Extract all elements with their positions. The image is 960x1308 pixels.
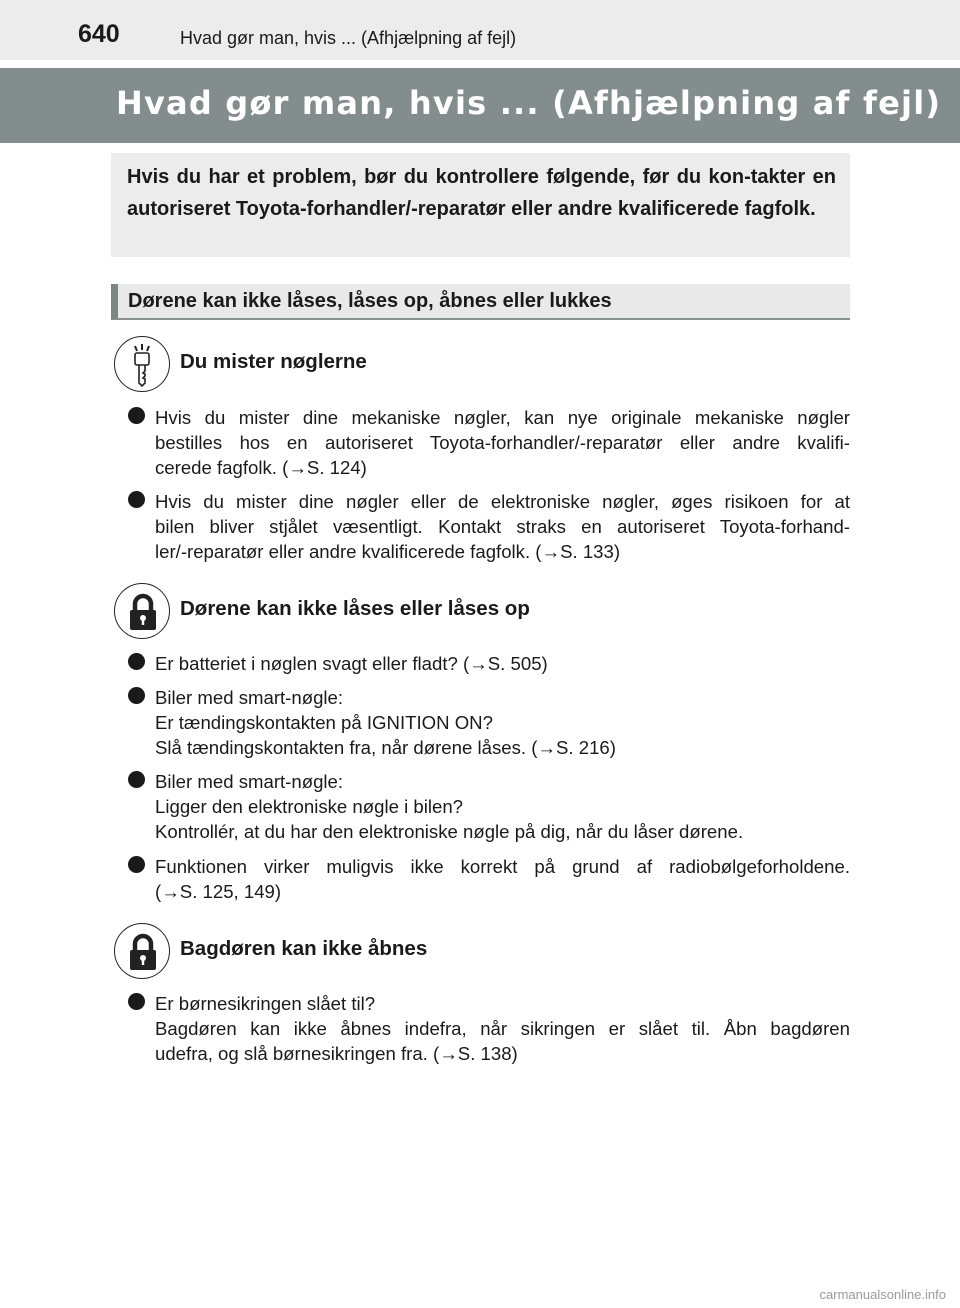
subsection-title: Du mister nøglerne bbox=[180, 350, 367, 373]
bullet-icon bbox=[128, 653, 145, 670]
list-item: Er børnesikringen slået til? Bagdøren kan ikke åbnes indefra, når sikringen er slået til. Åbn bagdøren udefra, og slå børnesikringen fra. (→S. 138) bbox=[128, 991, 850, 1066]
running-title: Hvad gør man, hvis ... (Afhjælpning af fejl) bbox=[180, 28, 517, 48]
page-title: Hvad gør man, hvis ... (Afhjælpning af fejl) bbox=[116, 84, 942, 122]
subsection-title: Bagdøren kan ikke åbnes bbox=[180, 937, 428, 960]
subsection-title: Dørene kan ikke låses eller låses op bbox=[180, 597, 530, 620]
intro-box bbox=[111, 153, 850, 257]
list-item: Hvis du mister dine nøgler eller de elektroniske nøgler, øges risikoen for at bilen bliver stjålet væsentligt. Kontakt straks en autoriseret Toyota-forhand- ler/-reparatør eller andre kvalificerede fagfolk. (→S. 133) bbox=[128, 489, 850, 564]
bullet-icon bbox=[128, 856, 145, 873]
bullet-icon bbox=[128, 491, 145, 508]
page-number: 640 bbox=[78, 20, 120, 48]
list-item: Biler med smart-nøgle: Ligger den elektroniske nøgle i bilen? Kontrollér, at du har den elektroniske nøgle på dig, når du låser dørene. bbox=[128, 769, 850, 844]
bullet-icon bbox=[128, 993, 145, 1010]
bullet-icon bbox=[128, 687, 145, 704]
bullet-icon bbox=[128, 771, 145, 788]
bullet-icon bbox=[128, 407, 145, 424]
padlock-icon bbox=[114, 583, 170, 639]
list-item: Er batteriet i nøglen svagt eller fladt? (→S. 505) bbox=[128, 651, 850, 676]
list-item: Hvis du mister dine mekaniske nøgler, kan nye originale mekaniske nøgler bestilles hos en autoriseret Toyota-forhandler/-reparatør eller andre kvalifi- cerede fagfolk. (→S. 124) bbox=[128, 405, 850, 480]
list-item: Biler med smart-nøgle: Er tændingskontakten på IGNITION ON? Slå tændingskontakten fra, når dørene låses. (→S. 216) bbox=[128, 685, 850, 760]
list-item: Funktionen virker muligvis ikke korrekt på grund af radiobølgeforholdene. (→S. 125, 149) bbox=[128, 854, 850, 904]
key-icon bbox=[114, 336, 170, 392]
padlock-icon bbox=[114, 923, 170, 979]
section-heading: Dørene kan ikke låses, låses op, åbnes eller lukkes bbox=[111, 284, 850, 320]
intro-text: Hvis du har et problem, bør du kontrollere følgende, før du kon-takter en autoriseret Toyota-forhandler/-reparatør eller andre kvalificerede fagfolk. bbox=[127, 166, 836, 220]
watermark: carmanualsonline.info bbox=[819, 1287, 946, 1302]
